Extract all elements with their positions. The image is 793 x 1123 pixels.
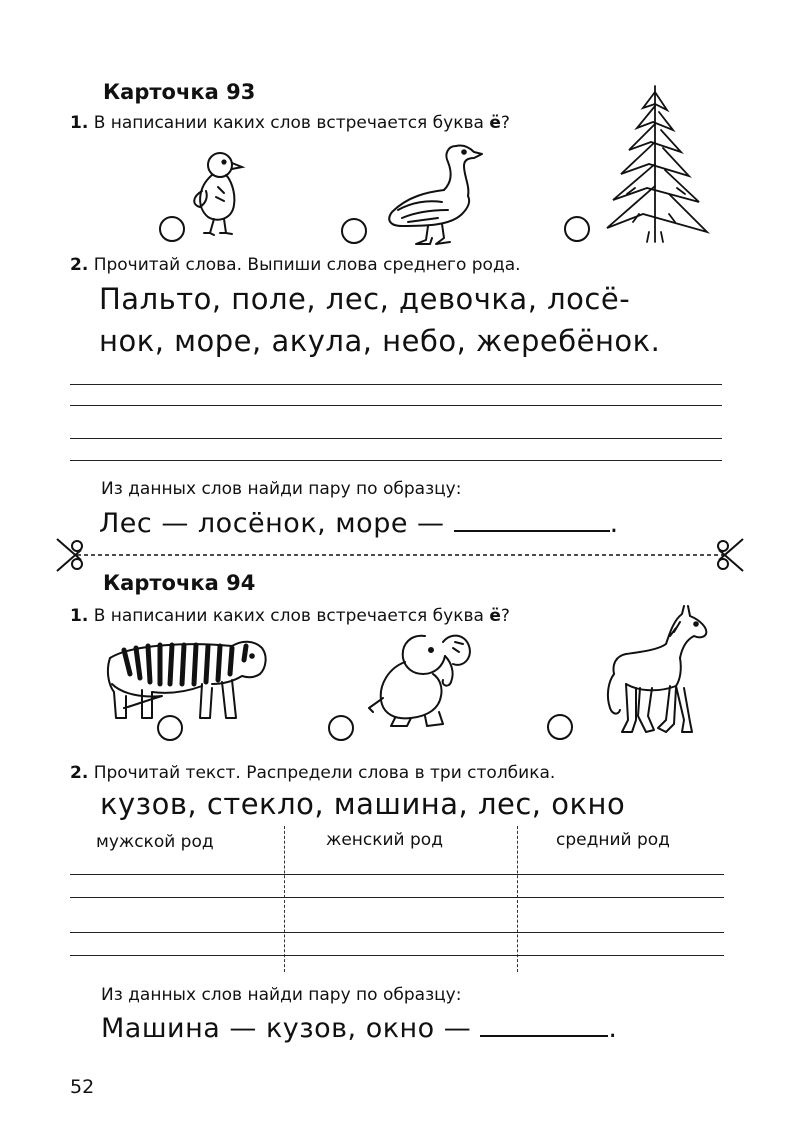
task-letter: ё <box>489 113 501 133</box>
card-94-words: кузов, стекло, машина, лес, окно <box>100 787 626 821</box>
card-93-pair-instruction: Из данных слов найди пару по образцу: <box>101 479 462 499</box>
answer-circle-horse[interactable] <box>547 714 573 740</box>
answer-circle-spruce[interactable] <box>564 216 590 242</box>
card-94-pair-example <box>101 1013 617 1044</box>
cut-line <box>55 535 745 575</box>
task-letter: ё <box>489 606 501 626</box>
card-94-pair-instruction: Из данных слов найди пару по образцу: <box>101 985 462 1005</box>
chick-picture <box>188 147 248 237</box>
task-text: В написании каких слов встречается буква <box>93 606 490 626</box>
card-94-task-2 <box>70 763 555 783</box>
task-text: Прочитай текст. Распредели слова в три столбика. <box>93 763 556 783</box>
writing-line[interactable] <box>70 955 724 956</box>
task-number: 1. <box>70 606 89 626</box>
pair-example-text: Машина — кузов, окно — <box>101 1013 481 1044</box>
answer-blank[interactable] <box>454 529 610 532</box>
answer-circle-chick[interactable] <box>159 216 185 242</box>
column-header-feminine: женский род <box>326 830 443 850</box>
card-93-words-line-1: Пальто, поле, лес, девочка, лосё- <box>99 282 631 316</box>
writing-line[interactable] <box>70 438 722 439</box>
task-text: Прочитай слова. Выпиши слова среднего рода. <box>93 255 521 275</box>
task-end: ? <box>500 113 510 133</box>
pair-example-end: . <box>609 508 619 539</box>
spruce-picture <box>603 82 713 247</box>
card-94-title: Карточка 94 <box>103 571 256 595</box>
writing-line[interactable] <box>70 932 724 933</box>
horse-picture <box>600 600 715 745</box>
answer-circle-goose[interactable] <box>341 218 367 244</box>
column-header-neuter: средний род <box>556 830 670 850</box>
answer-blank[interactable] <box>480 1034 608 1037</box>
tiger-picture <box>102 634 272 724</box>
writing-line[interactable] <box>70 874 724 875</box>
writing-line[interactable] <box>70 384 722 385</box>
writing-line[interactable] <box>70 460 722 461</box>
pair-example-text: Лес — лосёнок, море — <box>99 508 454 539</box>
writing-line[interactable] <box>70 405 722 406</box>
column-divider <box>284 826 285 972</box>
task-text: В написании каких слов встречается буква <box>93 113 490 133</box>
column-divider <box>517 826 518 972</box>
card-93-words-line-2: нок, море, акула, небо, жеребёнок. <box>99 324 661 358</box>
card-94-task-1 <box>70 606 510 626</box>
elephant-picture <box>365 628 480 728</box>
page-number: 52 <box>70 1076 95 1098</box>
answer-circle-tiger[interactable] <box>157 715 183 741</box>
task-number: 2. <box>70 255 89 275</box>
answer-circle-elephant[interactable] <box>328 715 354 741</box>
task-number: 1. <box>70 113 89 133</box>
task-number: 2. <box>70 763 89 783</box>
writing-line[interactable] <box>70 897 724 898</box>
card-93-title: Карточка 93 <box>103 80 256 104</box>
card-93-task-2 <box>70 255 521 275</box>
task-end: ? <box>500 606 510 626</box>
pair-example-end: . <box>608 1013 618 1044</box>
card-93-task-1 <box>70 113 510 133</box>
goose-picture <box>378 140 488 250</box>
column-header-masculine: мужской род <box>96 832 214 852</box>
